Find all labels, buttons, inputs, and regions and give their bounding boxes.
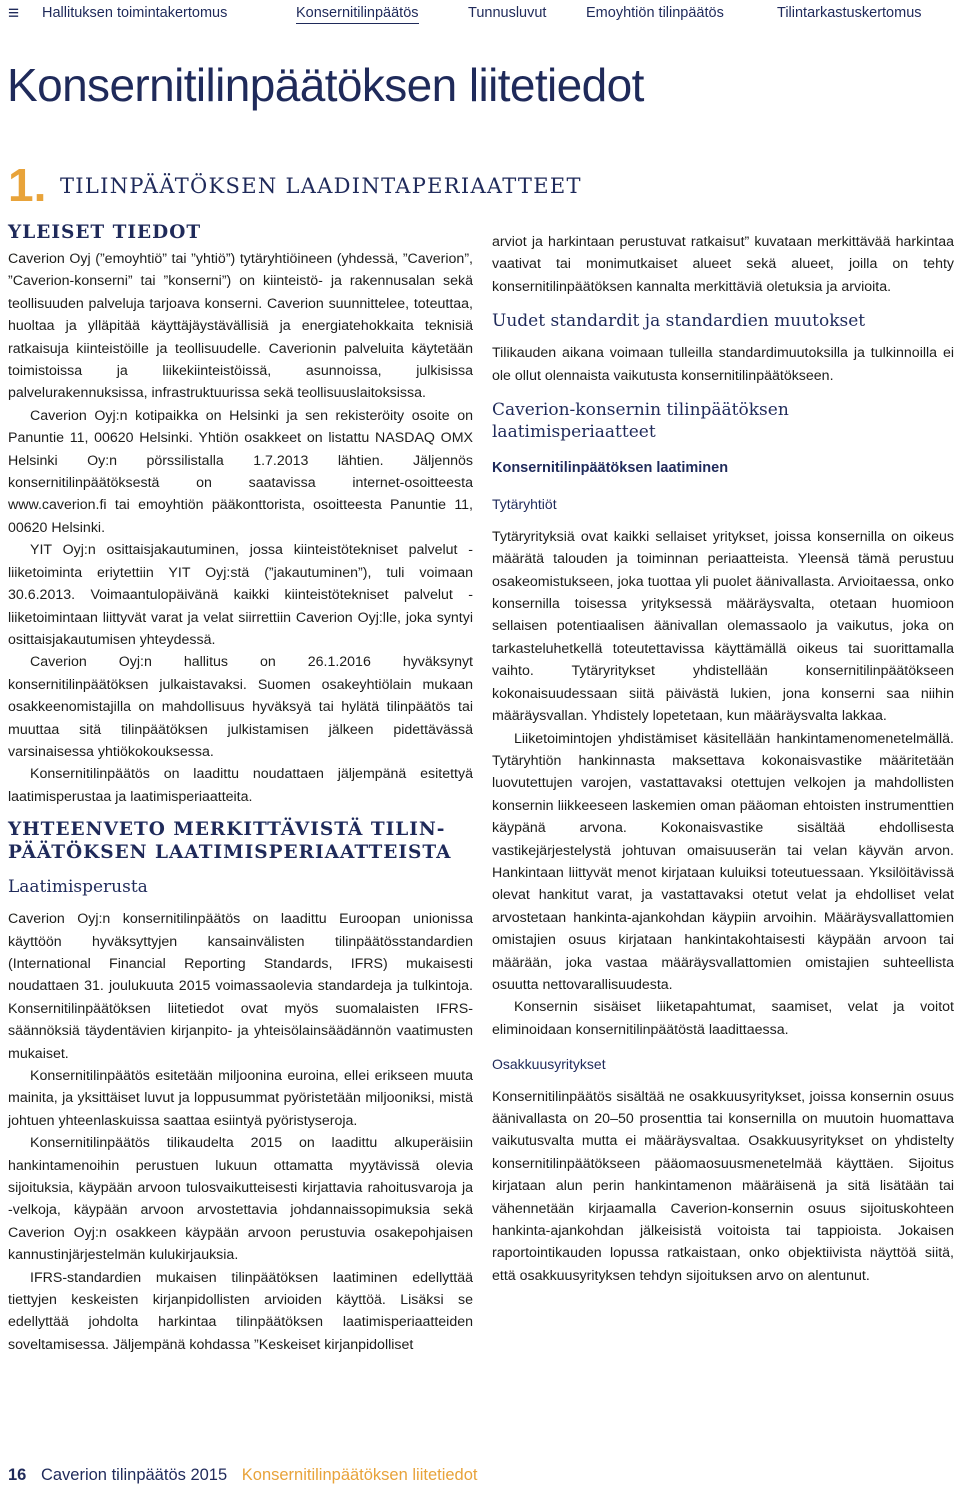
paragraph: Caverion Oyj:n hallitus on 26.1.2016 hyväksynyt konsernitilinpäätöksen julkaistavaksi. Suomen osakeyhtiölain mukaan osakkeenomistajilla on mahdollisuus hyväksyä tai hylätä tilinpäätös tai muuttaa sitä tilinpäätöksen julkistamisen jälkeen pidettävässä varsinaisessa yhtiökokouksessa. [8, 654, 473, 760]
tab-hallituksen-toimintakertomus[interactable]: Hallituksen toimintakertomus [42, 5, 228, 21]
paragraph: Konsernin sisäiset liiketapahtumat, saamiset, velat ja voitot eliminoidaan konsernitilinpäätöstä laadittaessa. [492, 999, 954, 1038]
left-column [8, 222, 473, 1356]
heading-osakkuusyritykset: Osakkuusyritykset [492, 1056, 606, 1073]
right-column [492, 231, 954, 1287]
section-title: TILINPÄÄTÖKSEN LAADINTAPERIAATTEET [60, 174, 582, 198]
paragraph: Tytäryrityksiä ovat kaikki sellaiset yritykset, joissa konsernilla on oikeus määrätä talouden ja toiminnan periaatteista. Yleensä tämä perustuu osakeomistukseen, joka tuottaa yli puolet äänivallasta. Arvioitaessa, onko konsernilla toisessa yrityksessä määräysvalta, otetaan huomioon sellaisen potentiaalisen äänivallan olemassaolo ja vaikutus, joka on tarkasteluhetkellä toteutettavissa käyttämällä oikeus tai suorittamalla vaihto. Tytäryritykset yhdistellään konsernitilinpäätökseen kokonaisuudessaan siitä päivästä lukien, jona konserni saa niihin määräysvallan. Yhdistely lopetetaan, kun määräysvalta lakkaa. [492, 528, 954, 725]
footer-report-title: Caverion tilinpäätös 2015 [40, 1466, 228, 1484]
paragraph: Caverion Oyj:n konsernitilinpäätös on laadittu Euroopan unionissa käyttöön hyväksyttyjen kansainvälisten tilinpäätösstandardien (International Financial Reporting Standards, IFRS) mukaisesti noudattaen 31. joulukuuta 2015 voimassaolevia standardeja ja tulkintoja. Konsernitilinpäätöksen liitetiedot ovat myös suomalaisten IFRS-säännöksiä täydentävien kirjanpito- ja yhteisölainsäädännön vaatimusten mukaiset. [8, 911, 473, 1062]
paragraph: Konsernitilinpäätös tilikaudelta 2015 on laadittu alkuperäisiin hankintamenoihin perustuen lukuun ottamatta myytävissä olevia sijoituksia, käypään arvoon tulosvaikutteisesti kirjattavia rahoitusvaroja ja -velkoja, käypään arvoon arvostettavia johdannaissopimuksia sekä Caverion Oyj:n osakkeen käypään arvoon perustuvia osakepohjaisen kannustinjärjestelmän kulukirjauksia. [8, 1135, 473, 1264]
paragraph: Konsernitilinpäätös esitetään miljoonina euroina, ellei erikseen muuta mainita, ja yksittäiset luvut ja loppusummat pyöristetään miljooniksi, mistä johtuen yhteenlaskuissa saattaa esiintyä pyöristyseroja. [8, 1068, 473, 1129]
paragraph: Caverion Oyj (”emoyhtiö” tai ”yhtiö”) tytäryhtiöineen (yhdessä, ”Caverion”, ”Caverion-konserni” tai ”konserni”) on kiinteistö- ja rakennusalan sekä teollisuuden palveluja tarjoava konserni. Caverion suunnittelee, toteuttaa, huoltaa ja ylläpitää käyttäjäystävällisiä ja energiatehokkaita teknisiä ratkaisuja kiinteistöille ja teollisuudelle. Caverionin palveluita käytetään toimistoissa ja liikekiinteistöissä, asunnoissa, julkisissa palvelurakennuksissa, infrastruktuurissa sekä teollisuuslaitoksissa. [8, 251, 473, 402]
heading-laatimisperiaatteet: Caverion-konsernin tilinpäätöksen laatimisperiaatteet [492, 400, 789, 443]
paragraph: Konsernitilinpäätös sisältää ne osakkuusyritykset, joissa konsernin osuus äänivallasta on 20–50 prosenttia tai konsernilla on muutoin huomattava vaikutusvalta mutta ei määräysvaltaa. Osakkuusyritykset on yhdistelty konsernitilinpäätökseen pääomaosuusmenetelmää käyttäen. Sijoitus kirjataan alun perin hankintamenon määräisenä ja sitä lisätään tai vähennetään kirjaamalla Caverion-konsernin osuus sijoituskohteen hankinta-ajankohdan jälkeisistä voitoista tai tappioista. Jokaisen raportointikauden lopussa ratkaistaan, onko objektiivista näyttöä siitä, että osakkuusyrityksen tehdyn sijoituksen arvo on alentunut. [492, 1088, 954, 1284]
paragraph: IFRS-standardien mukaisen tilinpäätöksen laatiminen edellyttää tiettyjen keskeisten kirjanpidollisten arvioiden käyttöä. Lisäksi se edellyttää johdolta harkintaa tilinpäätöksen laatimisperiaatteiden soveltamisessa. Jäljempänä kohdassa ”Keskeiset kirjanpidolliset [8, 1269, 473, 1353]
heading-tytaryhtiot: Tytäryhtiöt [492, 496, 557, 513]
tab-konsernitilinpaatos[interactable]: Konsernitilinpäätös [296, 5, 419, 24]
tab-tunnusluvut[interactable]: Tunnusluvut [468, 5, 547, 21]
section-number: 1. [8, 159, 47, 211]
tab-tilintarkastuskertomus[interactable]: Tilintarkastuskertomus [777, 5, 922, 21]
footer-section-title: Konsernitilinpäätöksen liitetiedot [241, 1466, 478, 1484]
heading-uudet-standardit: Uudet standardit ja standardien muutokset [492, 311, 866, 332]
paragraph: Konsernitilinpäätös on laadittu noudattaen jäljempänä esitettyä laatimisperustaa ja laatimisperiaatteita. [8, 766, 473, 805]
heading-yhteenveto: YHTEENVETO MERKITTÄVISTÄ TILIN-PÄÄTÖKSEN LAATIMISPERIAATTEISTA [8, 819, 452, 864]
page-footer [8, 1466, 478, 1485]
page-number: 16 [8, 1466, 27, 1484]
paragraph: arviot ja harkintaan perustuvat ratkaisut” kuvataan merkittävää harkintaa vaativat tai monimutkaiset alueet sekä alueet, joilla on tehty konsernitilinpäätöksen kannalta merkittäviä oletuksia ja arvioita. [492, 234, 954, 295]
tab-emoyhtion-tilinpaatos[interactable]: Emoyhtiön tilinpäätös [586, 5, 724, 21]
heading-yleiset-tiedot: YLEISET TIEDOT [8, 222, 202, 243]
heading-laatimisperusta: Laatimisperusta [8, 877, 148, 898]
paragraph: Liiketoimintojen yhdistämiset käsitellään hankintamenomenetelmällä. Tytäryhtiön hankinnasta maksettava kokonaisvastike määritetään luovutettujen varojen, vastattavaksi otettujen velkojen ja mahdollisten konsernin liikkeeseen laskemien oman pääoman ehtoisten instrumenttien käypänä arvona. Kokonaisvastike sisältää ehdollisesta vastikejärjestelystä johtuvan omaisuuserän tai velan käyvän arvon. Hankintaan liittyvät menot kirjataan kuluiksi toteutuessaan. Yksilöitävissä olevat hankitut varat, ja vastattavaksi otetut velat ja ehdolliset velat arvostetaan hankinta-ajankohdan käypiin arvoihin. Määräysvallattomien omistajien osuus kirjataan hankintakohtaisesti käypään arvoon tai määrään, joka vastaa määräysvallattomien omistajien suhteellista osuutta nettovarallisuudesta. [492, 730, 954, 993]
heading-konsernitilinpaatoksen-laatiminen: Konsernitilinpäätöksen laatiminen [492, 460, 729, 477]
paragraph: Caverion Oyj:n kotipaikka on Helsinki ja sen rekisteröity osoite on Panuntie 11, 00620 Helsinki. Yhtiön osakkeet on listattu NASDAQ OMX Helsinki Oy:n pörssilistalla 1.7.2013 lähtien. Jäljennös konsernitilinpäätöksestä on saatavissa internet-osoitteesta www.caverion.fi tai emoyhtiön pääkonttorista, osoitteesta Panuntie 11, 00620 Helsinki. [8, 407, 473, 536]
paragraph: YIT Oyj:n osittaisjakautuminen, jossa kiinteistötekniset palvelut -liiketoiminta eriytettiin YIT Oyj:stä (”jakautuminen”), tuli voimaan 30.6.2013. Voimaantulopäivänä kaikki kiinteistötekniset palvelut -liiketoimintaan liittyvät varat ja velat siirrettiin Caverion Oyj:lle, joka syntyi osittaisjakautumisen yhteydessä. [8, 542, 473, 648]
page-title: Konsernitilinpäätöksen liitetiedot [7, 59, 644, 111]
hamburger-menu-icon[interactable]: ≡ [8, 3, 20, 24]
top-navigation [0, 0, 960, 30]
paragraph: Tilikauden aikana voimaan tulleilla standardimuutoksilla ja tulkinnoilla ei ole ollut olennaista vaikutusta konsernitilinpäätökseen. [492, 345, 954, 384]
